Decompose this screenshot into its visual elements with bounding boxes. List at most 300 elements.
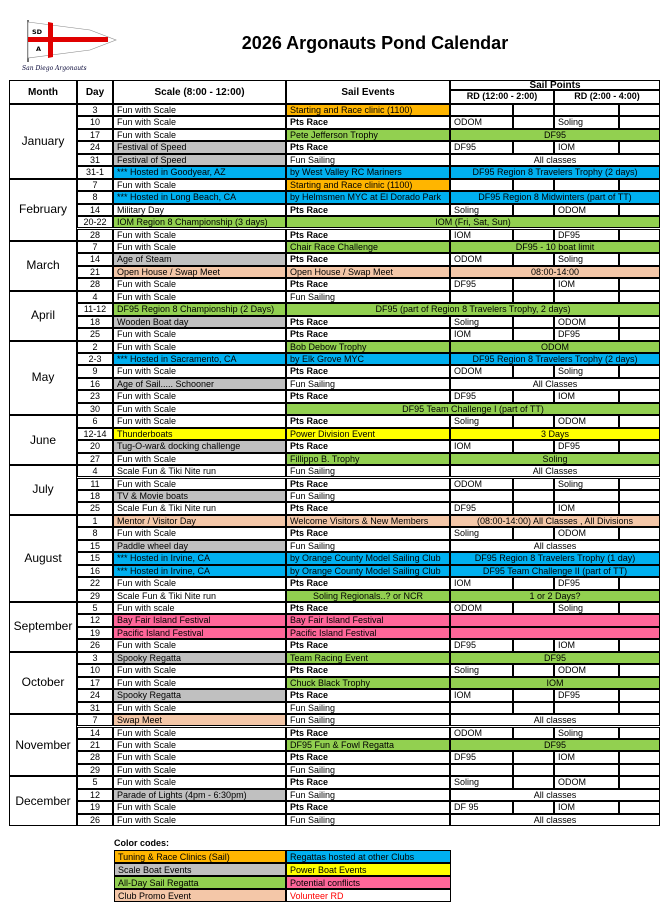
points-class-cell: IOM — [450, 328, 513, 340]
sail-event: Fun Sailing — [286, 814, 450, 826]
day-cell: 27 — [77, 453, 113, 465]
day-cell: 28 — [77, 229, 113, 241]
sail-event-full: IOM (Fri, Sat, Sun) — [286, 216, 660, 228]
points-class-cell: ODOM — [554, 415, 619, 427]
scale-event: Paddle wheel day — [113, 540, 286, 552]
scale-event: Swap Meet — [113, 714, 286, 726]
points-class-cell — [513, 751, 554, 763]
day-cell: 17 — [77, 129, 113, 141]
points-class-cell — [450, 179, 513, 191]
sail-event: Power Division Event — [286, 428, 450, 440]
sail-points-span: All Classes — [450, 465, 660, 477]
points-class-cell: ODOM — [554, 664, 619, 676]
sail-event: Pts Race — [286, 689, 450, 701]
points-class-cell: Soling — [450, 527, 513, 539]
points-class-cell — [513, 801, 554, 813]
points-class-cell — [619, 316, 660, 328]
sail-event: Pts Race — [286, 278, 450, 290]
points-class-cell — [619, 204, 660, 216]
points-class-cell: Soling — [554, 727, 619, 739]
header-day: Day — [77, 80, 113, 104]
scale-event: Fun with Scale — [113, 727, 286, 739]
month-label: September — [9, 602, 77, 652]
day-cell: 16 — [77, 378, 113, 390]
points-class-cell: ODOM — [450, 365, 513, 377]
sail-event: Fun Sailing — [286, 154, 450, 166]
sail-points-span: ODOM — [450, 341, 660, 353]
points-class-cell — [619, 764, 660, 776]
sail-event: Pts Race — [286, 415, 450, 427]
sail-event: Pts Race — [286, 727, 450, 739]
sail-event: Fun Sailing — [286, 540, 450, 552]
day-cell: 15 — [77, 552, 113, 564]
points-class-cell — [619, 776, 660, 788]
day-cell: 19 — [77, 801, 113, 813]
day-cell: 20-22 — [77, 216, 113, 228]
day-cell: 14 — [77, 253, 113, 265]
sail-points-span — [450, 614, 660, 626]
points-class-cell — [554, 764, 619, 776]
sail-points-span: DF95 Region 8 Travelers Trophy (1 day) — [450, 552, 660, 564]
points-class-cell: DF95 — [450, 751, 513, 763]
day-cell: 9 — [77, 365, 113, 377]
header-sail-points: Sail Points — [450, 80, 660, 90]
scale-event: Fun with Scale — [113, 577, 286, 589]
scale-event: Fun with Scale — [113, 478, 286, 490]
points-class-cell: DF95 — [450, 639, 513, 651]
sail-event: Pts Race — [286, 602, 450, 614]
points-class-cell: Soling — [554, 602, 619, 614]
scale-event: Festival of Speed — [113, 141, 286, 153]
points-class-cell — [619, 664, 660, 676]
sail-event: Pts Race — [286, 664, 450, 676]
day-cell: 2-3 — [77, 353, 113, 365]
points-class-cell: DF95 — [554, 440, 619, 452]
day-cell: 10 — [77, 116, 113, 128]
header-rd1: RD (12:00 - 2:00) — [450, 90, 554, 104]
scale-event: Fun with Scale — [113, 229, 286, 241]
scale-event: Military Day — [113, 204, 286, 216]
points-class-cell: Soling — [554, 365, 619, 377]
points-class-cell — [513, 291, 554, 303]
day-cell: 5 — [77, 776, 113, 788]
points-class-cell: IOM — [554, 141, 619, 153]
points-class-cell — [513, 502, 554, 514]
points-class-cell: ODOM — [450, 253, 513, 265]
points-class-cell: DF95 — [450, 502, 513, 514]
day-cell: 24 — [77, 141, 113, 153]
day-cell: 19 — [77, 627, 113, 639]
sail-event: Starting and Race clinic (1100) — [286, 179, 450, 191]
points-class-cell — [513, 727, 554, 739]
points-class-cell: Soling — [450, 776, 513, 788]
sail-points-span: All Classes — [450, 378, 660, 390]
sail-event: by Helmsmen MYC at El Dorado Park — [286, 191, 450, 203]
day-cell: 15 — [77, 540, 113, 552]
scale-event: Fun with Scale — [113, 278, 286, 290]
sail-event: Pacific Island Festival — [286, 627, 450, 639]
points-class-cell — [619, 801, 660, 813]
day-cell: 8 — [77, 527, 113, 539]
points-class-cell — [513, 229, 554, 241]
points-class-cell — [513, 204, 554, 216]
day-cell: 12 — [77, 789, 113, 801]
day-cell: 18 — [77, 316, 113, 328]
points-class-cell — [619, 490, 660, 502]
points-class-cell — [450, 702, 513, 714]
sail-event: by Orange County Model Sailing Club — [286, 565, 450, 577]
points-class-cell — [513, 639, 554, 651]
day-cell: 18 — [77, 490, 113, 502]
points-class-cell: Soling — [554, 116, 619, 128]
sail-event: Pts Race — [286, 116, 450, 128]
scale-event: Fun with Scale — [113, 116, 286, 128]
day-cell: 14 — [77, 727, 113, 739]
points-class-cell: DF95 — [450, 390, 513, 402]
points-class-cell: DF95 — [554, 328, 619, 340]
sdaflag-icon — [20, 16, 120, 74]
points-class-cell — [619, 478, 660, 490]
points-class-cell — [619, 278, 660, 290]
scale-event: Open House / Swap Meet — [113, 266, 286, 278]
page-title: 2026 Argonauts Pond Calendar — [241, 33, 509, 53]
scale-event: *** Hosted in Irvine, CA — [113, 565, 286, 577]
legend-item: Club Promo Event — [114, 889, 286, 902]
sail-points-span: All classes — [450, 540, 660, 552]
sail-points-span: (08:00-14:00) All Classes , All Divisions — [450, 515, 660, 527]
scale-event: Fun with Scale — [113, 104, 286, 116]
sail-event: Welcome Visitors & New Members — [286, 515, 450, 527]
scale-event: Parade of Lights (4pm - 6:30pm) — [113, 789, 286, 801]
scale-event: Fun with Scale — [113, 776, 286, 788]
sail-event: Pts Race — [286, 390, 450, 402]
sail-event: Pts Race — [286, 502, 450, 514]
day-cell: 22 — [77, 577, 113, 589]
day-cell: 6 — [77, 415, 113, 427]
logo-caption: San Diego Argonauts — [22, 65, 87, 72]
scale-event: Fun with Scale — [113, 739, 286, 751]
points-class-cell — [619, 390, 660, 402]
points-class-cell — [513, 328, 554, 340]
scale-event: Fun with Scale — [113, 639, 286, 651]
points-class-cell — [619, 104, 660, 116]
sail-event-full: DF95 (part of Region 8 Travelers Trophy, 2 days) — [286, 303, 660, 315]
scale-event: Mentor / Visitor Day — [113, 515, 286, 527]
day-cell: 21 — [77, 739, 113, 751]
scale-event: *** Hosted in Sacramento, CA — [113, 353, 286, 365]
scale-event: Fun with Scale — [113, 390, 286, 402]
points-class-cell — [513, 116, 554, 128]
sail-points-span: 3 Days — [450, 428, 660, 440]
scale-event: Wooden Boat day — [113, 316, 286, 328]
legend-item: Regattas hosted at other Clubs — [286, 850, 451, 863]
sail-event: Open House / Swap Meet — [286, 266, 450, 278]
scale-event: Age of Steam — [113, 253, 286, 265]
day-cell: 3 — [77, 104, 113, 116]
points-class-cell: IOM — [450, 440, 513, 452]
sail-event: Fun Sailing — [286, 714, 450, 726]
sail-event: Fun Sailing — [286, 789, 450, 801]
scale-event: Fun with Scale — [113, 677, 286, 689]
month-label: July — [9, 465, 77, 515]
sail-event: Pts Race — [286, 253, 450, 265]
day-cell: 28 — [77, 751, 113, 763]
scale-event: Fun with Scale — [113, 291, 286, 303]
points-class-cell — [513, 415, 554, 427]
day-cell: 31 — [77, 154, 113, 166]
month-label: October — [9, 652, 77, 714]
points-class-cell — [450, 291, 513, 303]
scale-event: Scale Fun & Tiki Nite run — [113, 465, 286, 477]
points-class-cell — [513, 702, 554, 714]
sail-event: Pts Race — [286, 365, 450, 377]
points-class-cell — [619, 502, 660, 514]
month-label: January — [9, 104, 77, 179]
day-cell: 11 — [77, 478, 113, 490]
points-class-cell — [619, 328, 660, 340]
scale-event: Fun with Scale — [113, 415, 286, 427]
day-cell: 16 — [77, 565, 113, 577]
day-cell: 21 — [77, 266, 113, 278]
points-class-cell: DF95 — [450, 278, 513, 290]
sail-points-span — [450, 627, 660, 639]
points-class-cell — [513, 104, 554, 116]
scale-event: *** Hosted in Goodyear, AZ — [113, 166, 286, 178]
points-class-cell — [619, 702, 660, 714]
points-class-cell — [554, 702, 619, 714]
sail-event: Chuck Black Trophy — [286, 677, 450, 689]
scale-event: *** Hosted in Long Beach, CA — [113, 191, 286, 203]
legend-item: Scale Boat Events — [114, 863, 286, 876]
points-class-cell — [619, 751, 660, 763]
day-cell: 4 — [77, 465, 113, 477]
sail-event: Pts Race — [286, 204, 450, 216]
day-cell: 12-14 — [77, 428, 113, 440]
month-label: May — [9, 341, 77, 416]
points-class-cell — [619, 602, 660, 614]
sail-event: Fun Sailing — [286, 291, 450, 303]
day-cell: 4 — [77, 291, 113, 303]
scale-event: DF95 Region 8 Championship (2 Days) — [113, 303, 286, 315]
points-class-cell: ODOM — [554, 204, 619, 216]
header-sail-events: Sail Events — [286, 80, 450, 104]
sail-points-span: DF95 — [450, 739, 660, 751]
sail-event: Fun Sailing — [286, 702, 450, 714]
day-cell: 20 — [77, 440, 113, 452]
points-class-cell — [513, 527, 554, 539]
sail-points-span: DF95 — [450, 129, 660, 141]
points-class-cell — [554, 490, 619, 502]
legend-item: Potential conflicts — [286, 876, 451, 889]
sail-event: Pts Race — [286, 440, 450, 452]
points-class-cell — [513, 602, 554, 614]
sail-points-span: All classes — [450, 814, 660, 826]
points-class-cell — [450, 764, 513, 776]
day-cell: 25 — [77, 502, 113, 514]
sail-points-span: All classes — [450, 714, 660, 726]
sail-points-span: All classes — [450, 789, 660, 801]
scale-event: Fun with Scale — [113, 801, 286, 813]
scale-event: IOM Region 8 Championship (3 days) — [113, 216, 286, 228]
scale-event: Tug-O-war& docking challenge — [113, 440, 286, 452]
month-label: August — [9, 515, 77, 602]
sail-event: Pts Race — [286, 751, 450, 763]
day-cell: 26 — [77, 814, 113, 826]
points-class-cell — [619, 291, 660, 303]
points-class-cell: DF95 — [450, 141, 513, 153]
day-cell: 25 — [77, 328, 113, 340]
points-class-cell: IOM — [554, 801, 619, 813]
sail-event: Soling Regionals..? or NCR — [286, 590, 450, 602]
points-class-cell — [513, 490, 554, 502]
scale-event: Fun with Scale — [113, 702, 286, 714]
sail-event: Pts Race — [286, 776, 450, 788]
points-class-cell: ODOM — [450, 116, 513, 128]
sail-event: by Orange County Model Sailing Club — [286, 552, 450, 564]
sail-event: Bay Fair Island Festival — [286, 614, 450, 626]
points-class-cell — [619, 229, 660, 241]
month-label: June — [9, 415, 77, 465]
day-cell: 23 — [77, 390, 113, 402]
points-class-cell: ODOM — [450, 602, 513, 614]
day-cell: 17 — [77, 677, 113, 689]
month-label: February — [9, 179, 77, 241]
sail-event: Pts Race — [286, 527, 450, 539]
sail-points-span: 08:00-14:00 — [450, 266, 660, 278]
sail-points-span: Soling — [450, 453, 660, 465]
scale-event: Scale Fun & Tiki Nite run — [113, 590, 286, 602]
points-class-cell: IOM — [450, 689, 513, 701]
scale-event: Fun with Scale — [113, 328, 286, 340]
points-class-cell: ODOM — [554, 527, 619, 539]
sail-points-span: DF95 — [450, 652, 660, 664]
points-class-cell — [513, 689, 554, 701]
day-cell: 24 — [77, 689, 113, 701]
points-class-cell — [513, 316, 554, 328]
scale-event: Fun with Scale — [113, 664, 286, 676]
points-class-cell: ODOM — [554, 316, 619, 328]
points-class-cell — [619, 440, 660, 452]
scale-event: Fun with Scale — [113, 179, 286, 191]
header-month: Month — [9, 80, 77, 104]
points-class-cell — [450, 490, 513, 502]
scale-event: *** Hosted in Irvine, CA — [113, 552, 286, 564]
legend-item: Tuning & Race Clinics (Sail) — [114, 850, 286, 863]
day-cell: 28 — [77, 278, 113, 290]
points-class-cell — [554, 291, 619, 303]
points-class-cell — [619, 253, 660, 265]
scale-event: TV & Movie boats — [113, 490, 286, 502]
points-class-cell — [513, 179, 554, 191]
legend-item: All-Day Sail Regatta — [114, 876, 286, 889]
points-class-cell — [619, 415, 660, 427]
points-class-cell — [619, 179, 660, 191]
sail-event: Pts Race — [286, 328, 450, 340]
day-cell: 7 — [77, 241, 113, 253]
sail-event-full: DF95 Team Challenge I (part of TT) — [286, 403, 660, 415]
sail-event: Pts Race — [286, 577, 450, 589]
svg-text:SD: SD — [32, 28, 43, 36]
points-class-cell — [619, 577, 660, 589]
points-class-cell: Soling — [554, 478, 619, 490]
sail-points-span: DF95 Region 8 Travelers Trophy (2 days) — [450, 353, 660, 365]
scale-event: Pacific Island Festival — [113, 627, 286, 639]
day-cell: 2 — [77, 341, 113, 353]
scale-event: Fun with Scale — [113, 341, 286, 353]
points-class-cell: IOM — [554, 390, 619, 402]
month-label: December — [9, 776, 77, 826]
points-class-cell: IOM — [450, 577, 513, 589]
points-class-cell — [554, 179, 619, 191]
legend-item: Volunteer RD — [286, 889, 451, 902]
day-cell: 29 — [77, 590, 113, 602]
day-cell: 5 — [77, 602, 113, 614]
club-logo — [20, 16, 120, 74]
scale-event: Spooky Regatta — [113, 689, 286, 701]
legend-item: Power Boat Events — [286, 863, 451, 876]
sail-points-span: DF95 Region 8 Midwinters (part of TT) — [450, 191, 660, 203]
points-class-cell — [619, 639, 660, 651]
sail-event: Bob Debow Trophy — [286, 341, 450, 353]
points-class-cell — [513, 253, 554, 265]
calendar-table — [9, 80, 660, 827]
scale-event: Spooky Regatta — [113, 652, 286, 664]
sail-event: Fun Sailing — [286, 490, 450, 502]
scale-event: Fun with Scale — [113, 241, 286, 253]
sail-event: by Elk Grove MYC — [286, 353, 450, 365]
day-cell: 10 — [77, 664, 113, 676]
points-class-cell: DF95 — [554, 577, 619, 589]
sail-event: Team Racing Event — [286, 652, 450, 664]
points-class-cell: Soling — [450, 204, 513, 216]
points-class-cell — [619, 527, 660, 539]
points-class-cell — [619, 689, 660, 701]
sail-event: Starting and Race clinic (1100) — [286, 104, 450, 116]
points-class-cell: ODOM — [450, 478, 513, 490]
scale-event: Bay Fair Island Festival — [113, 614, 286, 626]
points-class-cell — [513, 577, 554, 589]
month-label: November — [9, 714, 77, 776]
points-class-cell — [513, 278, 554, 290]
day-cell: 1 — [77, 515, 113, 527]
sail-event: Pts Race — [286, 478, 450, 490]
sail-event: Pts Race — [286, 801, 450, 813]
sail-points-span: All classes — [450, 154, 660, 166]
points-class-cell — [513, 141, 554, 153]
sail-event: Pts Race — [286, 229, 450, 241]
points-class-cell: Soling — [450, 415, 513, 427]
sail-event: Fun Sailing — [286, 465, 450, 477]
day-cell: 11-12 — [77, 303, 113, 315]
scale-event: Fun with Scale — [113, 365, 286, 377]
points-class-cell: Soling — [450, 664, 513, 676]
points-class-cell — [619, 365, 660, 377]
day-cell: 3 — [77, 652, 113, 664]
scale-event: Fun with Scale — [113, 129, 286, 141]
scale-event: Fun with Scale — [113, 527, 286, 539]
scale-event: Thunderboats — [113, 428, 286, 440]
header-scale: Scale (8:00 - 12:00) — [113, 80, 286, 104]
month-label: April — [9, 291, 77, 341]
day-cell: 31 — [77, 702, 113, 714]
points-class-cell: ODOM — [450, 727, 513, 739]
day-cell: 8 — [77, 191, 113, 203]
day-cell: 30 — [77, 403, 113, 415]
legend-title: Color codes: — [114, 838, 170, 848]
sail-points-span: DF95 Region 8 Travelers Trophy (2 days) — [450, 166, 660, 178]
points-class-cell — [513, 390, 554, 402]
day-cell: 14 — [77, 204, 113, 216]
